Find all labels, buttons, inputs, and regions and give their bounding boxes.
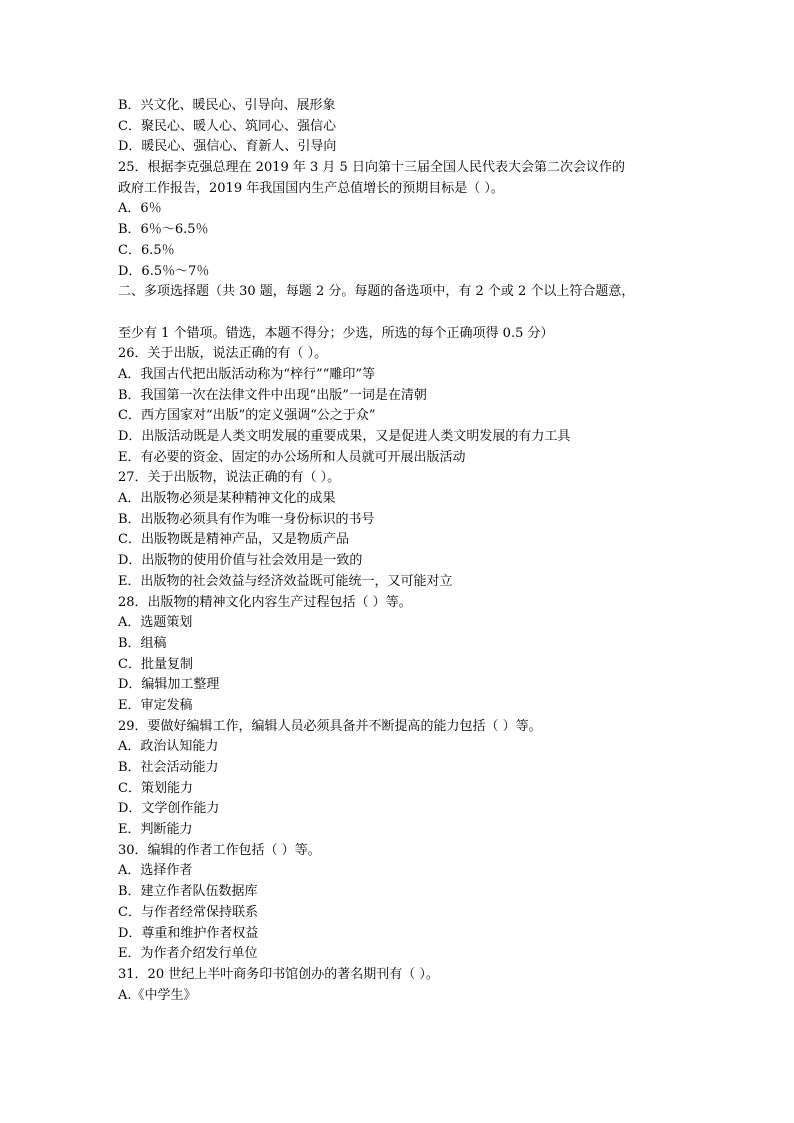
option-line: D．出版物的使用价值与社会效用是一致的	[118, 553, 363, 569]
option-line: E．判断能力	[118, 822, 193, 838]
option-line: D．出版活动既是人类文明发展的重要成果，又是促进人类文明发展的有力工具	[118, 429, 571, 444]
option-line: B．出版物必须具有作为唯一身份标识的书号	[118, 511, 375, 527]
option-line: E．出版物的社会效益与经济效益既可能统一，又可能对立	[118, 573, 453, 589]
question-31: 31．20 世纪上半叶商务印书馆创办的著名期刊有（ ）。	[118, 966, 439, 982]
question-29: 29．要做好编辑工作，编辑人员必须具备并不断提高的能力包括（ ）等。	[118, 718, 542, 734]
option-line: C．策划能力	[118, 780, 193, 796]
option-line: A．政治认知能力	[118, 739, 219, 755]
question-25-continued: 政府工作报告，2019 年我国国内生产总值增长的预期目标是（ ）。	[118, 180, 504, 196]
option-line: A．出版物必须是某种精神文化的成果	[118, 491, 336, 507]
option-line: A．选择作者	[118, 863, 193, 879]
option-line: D．编辑加工整理	[118, 677, 220, 693]
option-line: E．审定发稿	[118, 697, 193, 713]
option-line: C．6.5％	[118, 242, 175, 258]
option-line: A．6％	[118, 201, 162, 217]
option-line: D．6.5％～7％	[118, 263, 210, 279]
option-line: C．西方国家对“出版”的定义强调“公之于众”	[118, 408, 376, 424]
option-line: B．建立作者队伍数据库	[118, 884, 258, 900]
option-line: E．为作者介绍发行单位	[118, 946, 258, 962]
option-line: C．聚民心、暖人心、筑同心、强信心	[118, 118, 336, 134]
question-28: 28．出版物的精神文化内容生产过程包括（ ）等。	[118, 594, 412, 610]
option-line: D．文学创作能力	[118, 801, 220, 817]
option-line: D．尊重和维护作者权益	[118, 925, 259, 941]
option-line: D．暖民心、强信心、育新人、引导向	[118, 139, 337, 155]
option-line: B．我国第一次在法律文件中出现“出版”一词是在清朝	[118, 387, 427, 403]
option-line: B．社会活动能力	[118, 760, 219, 775]
option-line: A.《中学生》	[118, 987, 197, 1003]
option-line: A．选题策划	[118, 615, 193, 631]
document-body	[118, 96, 718, 1006]
question-26: 26．关于出版，说法正确的有（ ）。	[118, 346, 328, 362]
question-27: 27．关于出版物，说法正确的有（ ）。	[118, 470, 341, 486]
option-line: C．批量复制	[118, 656, 193, 672]
option-line: B．6％～6.5％	[118, 222, 209, 238]
section-heading: 二、多项选择题（共 30 题，每题 2 分。每题的备选项中，有 2 个或 2 个以上符合题意，	[118, 284, 635, 300]
option-line: A．我国古代把出版活动称为“梓行”“雕印”等	[118, 366, 375, 382]
option-line: B．兴文化、暖民心、引导向、展形象	[118, 98, 336, 113]
option-line: C．与作者经常保持联系	[118, 904, 258, 920]
question-25: 25．根据李克强总理在 2019 年 3 月 5 日向第十三届全国人民代表大会第二次会议作的	[118, 160, 625, 176]
option-line: E．有必要的资金、固定的办公场所和人员就可开展出版活动	[118, 449, 466, 465]
option-line: C．出版物既是精神产品，又是物质产品	[118, 532, 349, 548]
option-line: B．组稿	[118, 635, 167, 651]
blank-gap	[118, 303, 718, 324]
section-heading-continued: 至少有 1 个错项。错选，本题不得分；少选，所选的每个正确项得 0.5 分）	[118, 325, 554, 341]
question-30: 30．编辑的作者工作包括（ ）等。	[118, 842, 321, 858]
